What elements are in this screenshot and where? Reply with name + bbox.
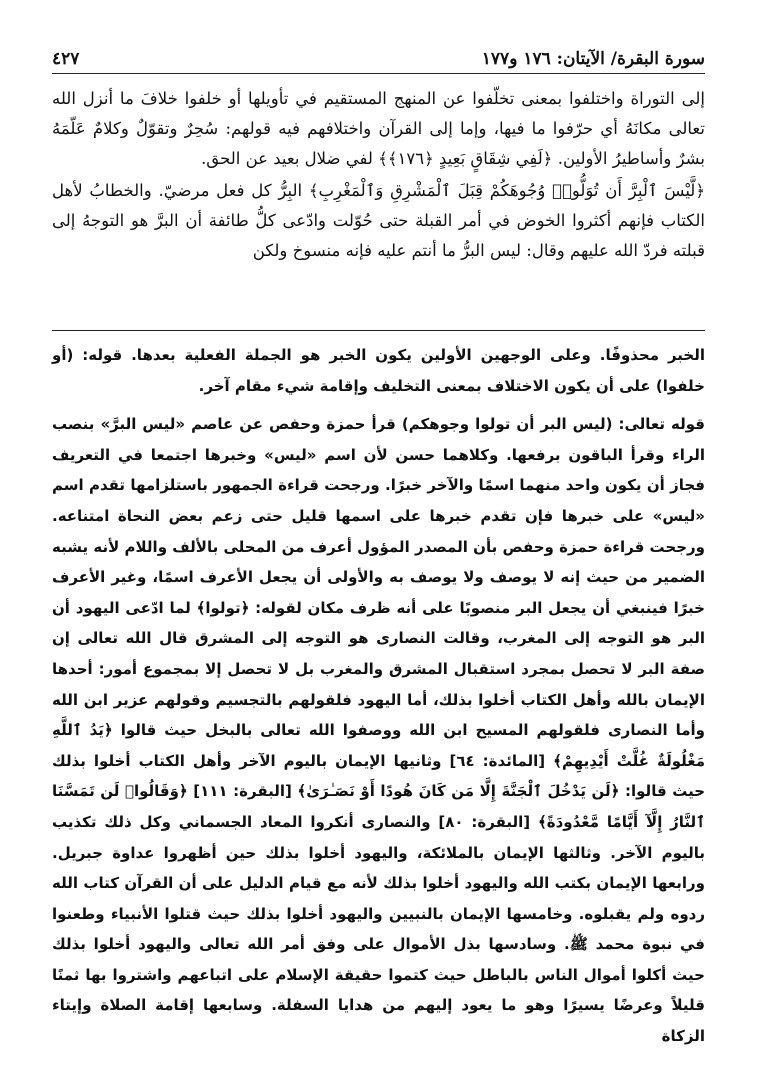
running-title: سورة البقرة/ الآيتان: ١٧٦ و١٧٧ — [481, 49, 705, 69]
commentary-paragraph-1: الخبر محذوفًا. وعلى الوجهين الأولين يكون الخبر هو الجملة الفعلية بعدها. قوله: (أو خلفوا) على أن يكون الاختلاف بمعنى التخليف وإقامة شيء مقام آخر. — [52, 346, 705, 395]
commentary-body: (ليس البر أن تولوا وجوهكم) قرأ حمزة وحفص عن عاصم «ليس البرَّ» بنصب الراء وقرأ الباقون برفعها. وكلاهما حسن لأن اسم «ليس» وخبرها اجتمعا في التعريف فجاز أن يكون واحد منهما اسمًا والآخر خبرًا. ورجحت قراءة الجمهور باستلزامها تقدم اسم «ليس» على خبرها فإن تقدم خبرها على اسمها قليل حتى زعم بعض النحاة امتناعه. ورجحت قراءة حمزة وحفص بأن المصدر المؤول أعرف من المحلى بالألف واللام لأنه يشبه الضمير من حيث إنه لا يوصف ولا يوصف به والأولى أن يجعل الأعرف اسمًا، وغير الأعرف خبرًا فينبغي أن يجعل البر منصوبًا على أنه ظرف مكان لقوله: ﴿تولوا﴾ لما ادّعى اليهود أن البر هو التوجه إلى المغرب، وقالت النصارى هو التوجه إلى المشرق قال الله تعالى إن صفة البر لا تحصل بمجرد استقبال المشرق والمغرب بل لا تحصل إلا بمجموع أمور: أحدها الإيمان بالله وأهل الكتاب أخلوا بذلك، أما اليهود فلقولهم بالتجسيم وقولهم عزير ابن الله وأما النصارى فلقولهم المسيح ابن الله ووصفوا الله تعالى بالبخل حيث قالوا ﴿يَدُ ٱللَّهِ مَغْلُولَةٌ غُلَّتْ أَيْدِيهِمْ﴾ [المائدة: ٦٤] وثانيها الإيمان باليوم الآخر وأهل الكتاب أخلوا بذلك حيث قالوا: ﴿لَن يَدْخُلَ ٱلْجَنَّةَ إِلَّا مَن كَانَ هُودًا أَوْ نَصَـٰرَىٰ﴾ [البقرة: ١١١] ﴿وَقَالُوا۟ لَن تَمَسَّنَا ٱلنَّارُ إِلَّآ أَيَّامًا مَّعْدُودَةً﴾ [البقرة: ٨٠] والنصارى أنكروا المعاد الجسماني وكل ذلك تكذيب باليوم الآخر. وثالثها الإيمان بالملائكة، واليهود أخلوا بذلك حين أظهروا عداوة جبريل. ورابعها الإيمان بكتب الله واليهود أخلوا بذلك لأنه مع قيام الدليل على أن القرآن كتاب الله ردوه ولم يقبلوه. وخامسها الإيمان بالنبيين واليهود أخلوا بذلك حيث قتلوا الأنبياء وطعنوا في نبوة محمد ﷺ. وسادسها بذل الأموال على وفق أمر الله تعالى واليهود أخلوا بذلك حيث أكلوا أموال الناس بالباطل حيث كتموا حقيقة الإسلام على اتباعهم واشتروا بها ثمنًا قليلاً وعرضًا يسيرًا وهو ما يعود إليهم من هدايا السفلة. وسابعها إقامة الصلاة وإيتاء الزكاة — [52, 415, 706, 1046]
commentary-paragraph-2 — [52, 409, 705, 1051]
tafsir-paragraph-1: إلى التوراة واختلفوا بمعنى تخلّفوا عن المنهج المستقيم في تأويلها أو خلفوا خلافَ ما أنزل الله تعالى مكانَهُ أي حرّفوا ما فيها، وإما إلى القرآن واختلافهم فيه قولهم: سُحِرٌ وتقوّلٌ وكلامٌ عَلّمَهُ بشرٌ وأساطيرُ الأولين. ﴿لَفِي شِقَاقٍ بَعِيدٍ ﴿١٧٦﴾﴾ لفي ضلال بعيد عن الحق. — [52, 89, 705, 168]
page-number: ٤٢٧ — [52, 49, 80, 69]
commentary-label: قوله تعالى: — [618, 415, 705, 434]
page-header — [52, 40, 705, 74]
commentary-text — [52, 340, 705, 1060]
section-divider — [52, 330, 705, 331]
tafsir-paragraph-2: ﴿لَّيْسَ ٱلْبِرَّ أَن تُوَلُّوا۟ وُجُوهَكُمْ قِبَلَ ٱلْمَشْرِقِ وَٱلْمَغْرِبِ﴾ البِرُّ كل فعل مرضيّ. والخطابُ لأهل الكتاب فإنهم أكثروا الخوض في أمر القبلة حتى حُوّلت وادّعى كلُّ طائفة أن البرَّ هو التوجهُ إلى قبلته فردّ الله عليهم وقال: ليس البرُّ ما أنتم عليه فإنه منسوخ ولكن — [52, 181, 705, 260]
main-tafsir-text — [52, 84, 705, 266]
